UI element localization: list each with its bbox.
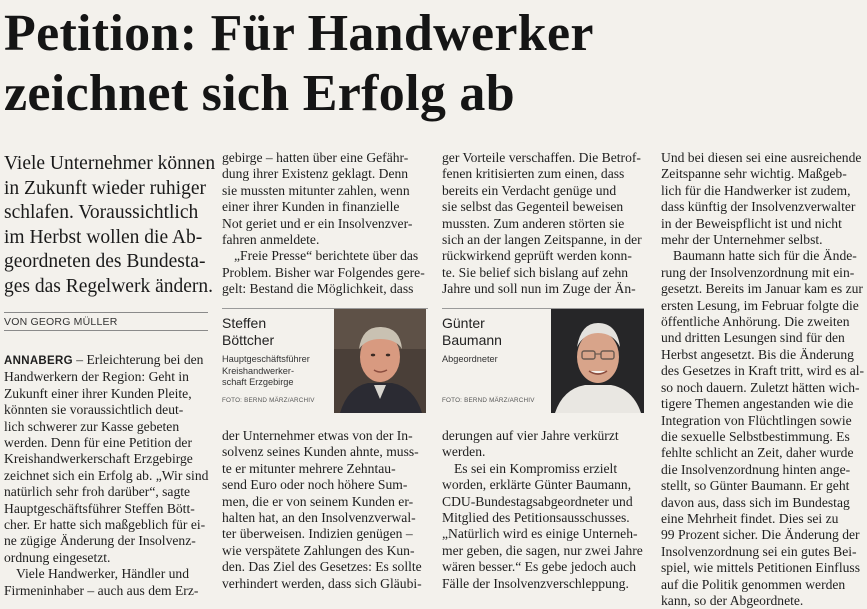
text-line: Insolvenzordnung sei ein gutes Bei- xyxy=(661,543,857,559)
text-line: wie verspätete Zahlungen des Kun- xyxy=(222,542,415,558)
text-line: verhindert werden, dass sich Gläubi- xyxy=(222,575,422,591)
text-line: send Euro oder noch höhere Sum- xyxy=(222,477,408,493)
headline-line-2: zeichnet sich Erfolg ab xyxy=(4,65,515,122)
text-line: könnten sie voraussichtlich deut- xyxy=(4,402,184,418)
text-line: sie mussten mitunter zahlen, wenn xyxy=(222,182,410,198)
portrait-photo xyxy=(551,309,644,413)
text-line: solvenz seines Kunden ahnte, muss- xyxy=(222,444,419,460)
text-line: Viele Handwerker, Händler und xyxy=(16,566,190,582)
text-line: Mitglied des Petitionsausschusses. xyxy=(442,510,630,526)
portrait-guenter-baumann xyxy=(442,308,644,415)
text-line: dass künftig der Insolvenzverwalter xyxy=(661,199,856,215)
text-line: fahren anmeldete. xyxy=(222,232,320,248)
text-line: rückwirkend geprüft werden konn- xyxy=(442,248,632,264)
text-line: CDU-Bundestagsabgeordneter und xyxy=(442,493,633,509)
text-line: men, die er von seinem Kunden er- xyxy=(222,493,414,509)
text-line: den. Das Ziel des Gesetzes: Es sollte xyxy=(222,559,422,575)
text-line: bereits ein Verdacht genüge und xyxy=(442,182,617,198)
text-line: mussten. Zum anderen störten sie xyxy=(442,215,625,231)
headline-line-1: Petition: Für Handwerker xyxy=(4,5,594,62)
text-line: Kreishandwerkerschaft Erzgebirge xyxy=(4,451,193,467)
lead-line: im Herbst wollen die Ab- xyxy=(4,226,203,248)
text-line: ordnung eingesetzt. xyxy=(4,549,111,565)
text-line: gebirge – hatten über eine Gefähr- xyxy=(222,150,409,165)
text-line: Zeitspanne sehr wichtig. Maßgeb- xyxy=(661,166,847,182)
byline: VON GEORG MÜLLER xyxy=(4,312,208,331)
portrait-role xyxy=(442,354,498,366)
text-line: in der Beweispflicht ist und nicht xyxy=(661,215,842,231)
article-column-2-top xyxy=(222,150,428,298)
text-line: „Freie Presse“ berichtete über das xyxy=(234,248,419,264)
portrait-name xyxy=(222,315,274,349)
text-line: – Erleichterung bei den xyxy=(72,352,204,367)
text-line: kann, so der Abgeordnete. xyxy=(661,592,804,608)
text-line: ne zügige Änderung der Insolvenz- xyxy=(4,533,196,549)
headline xyxy=(4,4,864,124)
text-line: cher. Er hatte sich maßgeblich für ei- xyxy=(4,517,206,533)
text-line: Es sei ein Kompromiss erzielt xyxy=(454,460,618,476)
text-line: rung der Insolvenzordnung mit ein- xyxy=(661,264,855,280)
text-line: Und bei diesen sei eine ausreichende xyxy=(661,150,862,165)
text-line: sich an der langen Zeitspanne, in der xyxy=(442,232,642,248)
text-line: Not geriet und er ein Insolvenzver- xyxy=(222,215,413,231)
lead-line: schlafen. Voraussichtlich xyxy=(4,202,199,223)
text-line: stellt, so Günter Baumann. Er geht xyxy=(661,478,850,494)
role-line: Abgeordneter xyxy=(442,354,498,364)
text-line: des Gesetzes in Kraft tritt, wird es al- xyxy=(661,363,865,379)
text-line: fenen kritisierten zum einen, dass xyxy=(442,166,625,182)
text-line: und dritten Lesungen sind für den xyxy=(661,330,845,346)
text-line: Baumann hatte sich für die Ände- xyxy=(673,248,857,264)
portrait-last-name: Böttcher xyxy=(222,332,275,348)
article-column-1 xyxy=(4,352,208,599)
text-line: tigere Themen angestanden wie die xyxy=(661,396,854,412)
text-line: Firmeninhaber – auch aus dem Erz- xyxy=(4,582,199,598)
text-line: ersten Lesung, im Februar folgte die xyxy=(661,297,859,313)
role-line: Hauptgeschäftsführer xyxy=(222,354,310,364)
text-line: wären besser.“ Es gebe jedoch auch xyxy=(442,559,637,575)
portrait-first-name: Steffen xyxy=(222,315,267,331)
text-line: einer ihrer Kunden in finanzielle xyxy=(222,199,400,215)
text-line: gelt: Bestand die Möglichkeit, dass xyxy=(222,281,414,297)
article-column-3-bottom xyxy=(442,428,644,592)
text-line: spiel, wie mittels Petitionen Einfluss xyxy=(661,560,860,576)
text-line: gesetzt. Bereits im Januar kam es zur xyxy=(661,281,863,297)
photo-credit: FOTO: BERND MÄRZ/ARCHIV xyxy=(222,397,315,404)
portrait-name xyxy=(442,315,502,349)
text-line: worden, erklärte Günter Baumann, xyxy=(442,477,632,493)
article-column-4 xyxy=(661,150,863,609)
text-line: mehr der Unternehmer selbst. xyxy=(661,232,823,248)
portrait-last-name: Baumann xyxy=(442,332,502,348)
text-line: Problem. Bisher war Folgendes gere- xyxy=(222,264,425,280)
text-line: derungen auf vier Jahre verkürzt xyxy=(442,428,619,443)
text-line: davon aus, dass sich im Bundestag xyxy=(661,494,850,510)
text-line: die sexuelle Selbstbestimmung. Es xyxy=(661,428,850,444)
text-line: öffentliche Anhörung. Die zweiten xyxy=(661,314,850,330)
text-line: 99 Prozent sicher. Die Änderung der xyxy=(661,527,860,543)
text-line: natürlich sehr froh darüber“, sagte xyxy=(4,484,191,500)
portrait-role xyxy=(222,354,310,389)
role-line: Kreishandwerker- xyxy=(222,365,294,376)
text-line: auf die Politik genommen werden xyxy=(661,576,846,592)
portrait-steffen-boettcher xyxy=(222,308,428,415)
text-line: zeichnet sich ein Erfolg ab. „Wir sind xyxy=(4,467,209,483)
text-line: Fälle der Insolvenzverschleppung. xyxy=(442,575,629,591)
text-line: lich für die Handwerker ist zudem, xyxy=(661,182,851,198)
text-line: Zukunft einer ihrer Kunden Pleite, xyxy=(4,385,192,401)
portrait-photo xyxy=(334,309,426,413)
text-line: te. Sie belief sich bislang auf zehn xyxy=(442,264,629,280)
text-line: Herbst angesetzt. Bis die Änderung xyxy=(661,346,854,362)
lead-line: Viele Unternehmer können xyxy=(4,153,216,174)
text-line: der Unternehmer etwas von der In- xyxy=(222,428,413,443)
text-line: „Natürlich wird es einige Unterneh- xyxy=(442,526,638,542)
text-line: dung ihrer Existenz geklagt. Denn xyxy=(222,166,409,182)
text-line: fehlte schlicht an Zeit, daher wurde xyxy=(661,445,854,461)
lead-line: ges das Regelwerk ändern. xyxy=(4,275,214,297)
text-line: werden. xyxy=(442,444,486,460)
article-column-3-top xyxy=(442,150,644,298)
text-line: sie selbst das Gegenteil beweisen xyxy=(442,199,624,215)
text-line: halten hat, an den Insolvenzverwal- xyxy=(222,510,416,526)
photo-credit: FOTO: BERND MÄRZ/ARCHIV xyxy=(442,397,535,404)
text-line: ter überweisen. Indizien genügen – xyxy=(222,526,413,542)
text-line: lich schwerer zur Kasse gebeten xyxy=(4,418,180,434)
lead-paragraph xyxy=(4,152,216,299)
lead-line: geordneten des Bundesta- xyxy=(4,251,206,272)
text-line: so noch dauern. Zuletzt hätten wich- xyxy=(661,379,860,395)
text-line: Handwerkern der Region: Geht in xyxy=(4,369,189,385)
text-line: te er mitunter mehrere Zehntau- xyxy=(222,460,396,476)
text-line: Hauptgeschäftsführer Steffen Bött- xyxy=(4,500,195,516)
text-line: Integration von Flüchtlingen sowie xyxy=(661,412,852,428)
dateline-kicker: ANNABERG xyxy=(4,355,73,367)
text-line: eine Mehrheit findet. Dies sei zu xyxy=(661,510,839,526)
article-column-2-bottom xyxy=(222,428,428,592)
text-line: die Insolvenzordnung hinten ange- xyxy=(661,461,851,477)
lead-line: in Zukunft wieder ruhiger xyxy=(4,177,206,199)
role-line: schaft Erzgebirge xyxy=(222,377,294,387)
portrait-first-name: Günter xyxy=(442,315,485,331)
text-line: mer geben, die sagen, nur zwei Jahre xyxy=(442,542,643,558)
text-line: werden. Denn für eine Petition der xyxy=(4,435,192,451)
text-line: Jahre und soll nun im Zuge der Än- xyxy=(442,281,636,297)
text-line: ger Vorteile verschaffen. Die Betrof- xyxy=(442,150,641,165)
